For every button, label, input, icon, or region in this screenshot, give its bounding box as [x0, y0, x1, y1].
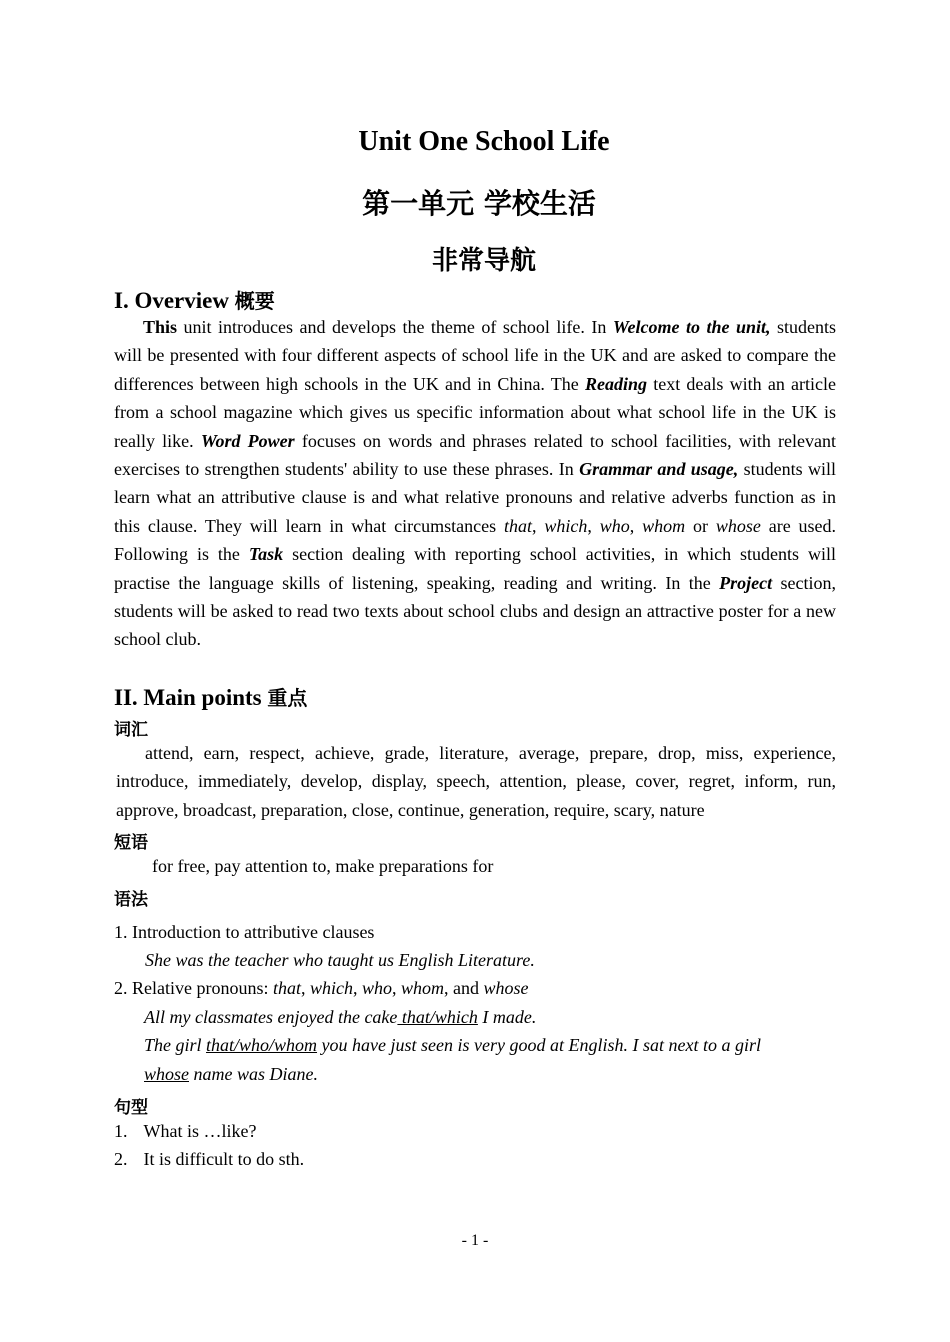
main-points-heading-en: II. Main points — [114, 685, 262, 710]
overview-reading: Reading — [585, 373, 648, 394]
page-number: - 1 - — [461, 1232, 489, 1249]
unit-title-english: Unit One School Life — [358, 126, 610, 157]
overview-this: This — [143, 317, 178, 337]
pronoun: whose — [483, 978, 529, 998]
overview-task: Task — [248, 544, 284, 565]
overview-term: whom — [642, 515, 686, 536]
pronoun: that — [272, 978, 301, 998]
overview-text: section dealing with reporting school activities, in which students will practise the language skills of listening, speaking, reading and writing. In the — [114, 544, 836, 593]
example-underlined: that/who/whom — [206, 1035, 318, 1055]
sentence-pattern-text: It is difficult to do sth. — [143, 1149, 305, 1169]
overview-text: students will learn what an attributive clause is and what relative pronouns and relative adverbs function as in this clause. They will learn in what circumstances — [114, 459, 836, 536]
phrases-label: 短语 — [114, 833, 148, 853]
main-points-heading-cn: 重点 — [267, 686, 308, 710]
overview-heading-cn: 概要 — [234, 289, 275, 313]
pronoun: whom — [401, 978, 445, 998]
overview-term: whose — [715, 515, 761, 536]
sentence-pattern-1 — [114, 1121, 256, 1142]
example-text: All my classmates enjoyed the cake — [144, 1007, 398, 1027]
grammar-example-2b — [144, 1035, 761, 1056]
unit-title-chinese: 第一单元 学校生活 — [362, 187, 596, 220]
overview-text: or — [685, 515, 716, 536]
main-points-heading — [114, 682, 307, 711]
overview-word-power: Word Power — [200, 430, 295, 451]
phrases-list: for free, pay attention to, make preparations for — [152, 856, 494, 876]
grammar-example-2c — [144, 1064, 318, 1085]
overview-term: that — [503, 515, 532, 536]
overview-text: , — [629, 515, 643, 536]
overview-project: Project — [719, 572, 773, 593]
overview-text: are used. Following is the — [114, 515, 837, 565]
grammar-point-2-label: 2. Relative pronouns: — [114, 978, 273, 998]
pronoun: who — [362, 978, 393, 998]
example-underlined: whose — [144, 1064, 189, 1084]
example-underlined: that/which — [397, 1007, 478, 1027]
grammar-example-1 — [145, 950, 535, 971]
overview-welcome: Welcome to the unit, — [612, 317, 771, 337]
sentence-patterns-label: 句型 — [114, 1098, 148, 1118]
separator: , — [301, 978, 310, 998]
unit-subtitle: 非常导航 — [431, 246, 536, 276]
pronoun: which — [310, 978, 353, 998]
grammar-example-2a — [144, 1007, 536, 1028]
overview-text: , — [531, 515, 545, 536]
sentence-pattern-2 — [114, 1149, 304, 1170]
sentence-pattern-text: What is …like? — [143, 1121, 257, 1141]
overview-heading — [114, 285, 275, 314]
grammar-point-2 — [114, 978, 529, 999]
overview-heading-en: I. Overview — [114, 288, 229, 313]
overview-text: section, students will be asked to read two texts about school clubs and design an attractive poster for a new school club. — [114, 572, 836, 650]
separator: , — [392, 978, 402, 998]
example-text: I made. — [477, 1007, 537, 1027]
overview-paragraph — [114, 313, 836, 654]
list-number: 2. — [114, 1149, 128, 1169]
overview-text: students will be presented with four different aspects of school life in the UK and are asked to compare the differences between high schools in the UK and in China. The — [114, 317, 836, 394]
overview-text: , — [587, 515, 600, 536]
grammar-label: 语法 — [114, 890, 148, 910]
overview-text: text deals with an article from a school magazine which gives us specific information about what school life in the UK is really like. — [114, 373, 836, 451]
overview-text: unit introduces and develops the theme of school life. In — [177, 317, 613, 337]
overview-text: focuses on words and phrases related to school facilities, with relevant exercises to strengthen students' ability to use these phrases. In — [114, 430, 837, 480]
example-text: The girl — [144, 1035, 207, 1055]
separator: , and — [444, 978, 484, 998]
example-text: name was Diane. — [189, 1064, 318, 1084]
example-text: you have just seen is very good at English. I sat next to a girl — [317, 1035, 761, 1055]
overview-grammar: Grammar and usage, — [579, 459, 739, 480]
overview-term: who — [599, 515, 630, 536]
example-sentence: She was the teacher who taught us English Literature. — [145, 950, 535, 970]
separator: , — [353, 978, 362, 998]
list-number: 1. — [114, 1121, 128, 1141]
grammar-point-1: 1. Introduction to attributive clauses — [114, 922, 375, 942]
vocabulary-label: 词汇 — [114, 720, 148, 740]
overview-term: which — [544, 515, 588, 536]
vocabulary-list: attend, earn, respect, achieve, grade, literature, average, prepare, drop, miss, experience, introduce, immediately, develop, display, speech, attention, please, cover, regret, inform, run, approve, broadcast, preparation, close, continue, generation, require, scary, nature — [116, 743, 836, 820]
